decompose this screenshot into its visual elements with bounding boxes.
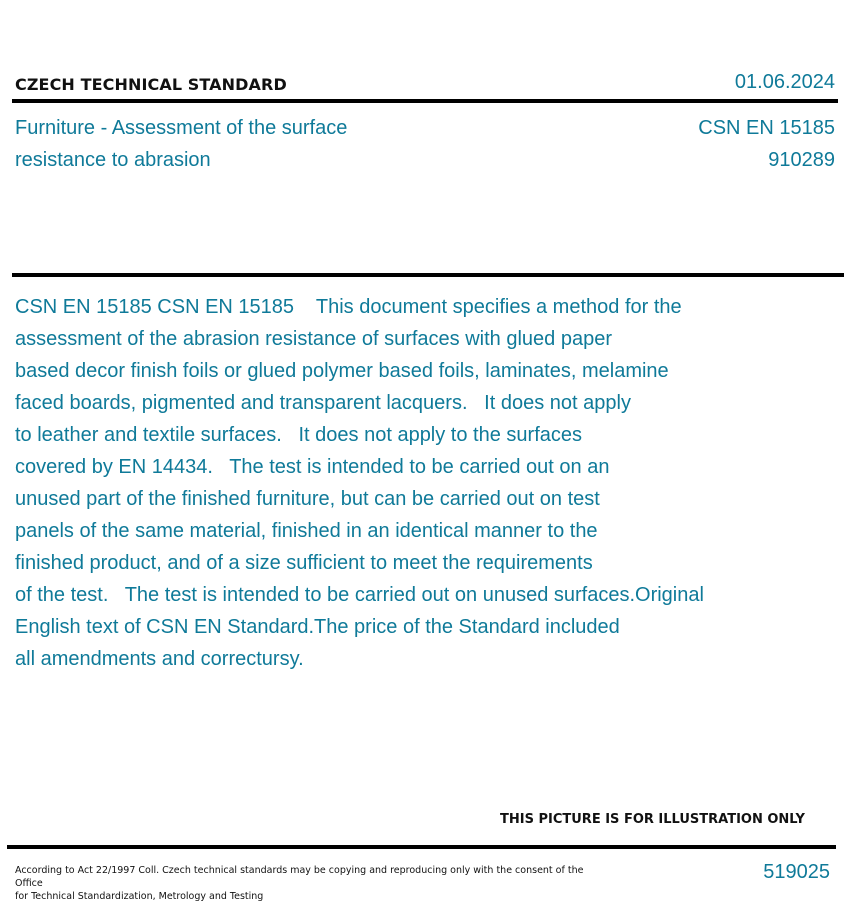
abstract-line: of the test. The test is intended to be carried out on unused surfaces.Original <box>15 584 704 606</box>
abstract-line: CSN EN 15185 CSN EN 15185 This document specifies a method for the <box>15 296 682 318</box>
publication-date: 01.06.2024 <box>734 71 835 93</box>
document-title-line-2: resistance to abrasion <box>15 149 211 171</box>
document-title-line-1: Furniture - Assessment of the surface <box>15 117 348 139</box>
abstract-line: faced boards, pigmented and transparent lacquers. It does not apply <box>15 392 631 414</box>
abstract-line: based decor finish foils or glued polymer based foils, laminates, melamine <box>15 360 669 382</box>
abstract-line: all amendments and correctursy. <box>15 648 304 670</box>
abstract-line: finished product, and of a size sufficient to meet the requirements <box>15 552 593 574</box>
header-divider <box>12 99 838 103</box>
legal-notice <box>15 864 595 903</box>
abstract-line: unused part of the finished furniture, but can be carried out on test <box>15 488 600 510</box>
illustration-disclaimer: THIS PICTURE IS FOR ILLUSTRATION ONLY <box>500 812 805 827</box>
legal-notice-line: According to Act 22/1997 Coll. Czech technical standards may be copying and reproducing only with the consent of the Office <box>15 865 584 889</box>
section-divider <box>12 273 844 277</box>
abstract-line: assessment of the abrasion resistance of surfaces with glued paper <box>15 328 612 350</box>
abstract-line: covered by EN 14434. The test is intended to be carried out on an <box>15 456 610 478</box>
legal-notice-line: for Technical Standardization, Metrology and Testing <box>15 891 264 902</box>
abstract-text <box>15 291 775 675</box>
footer-divider <box>7 845 836 849</box>
document-id: 519025 <box>763 861 830 883</box>
standard-type-label: CZECH TECHNICAL STANDARD <box>15 75 287 94</box>
catalog-number: 910289 <box>768 149 835 171</box>
abstract-line: panels of the same material, finished in an identical manner to the <box>15 520 598 542</box>
standard-number: CSN EN 15185 <box>698 117 835 139</box>
abstract-line: to leather and textile surfaces. It does not apply to the surfaces <box>15 424 582 446</box>
abstract-line: English text of CSN EN Standard.The price of the Standard included <box>15 616 620 638</box>
